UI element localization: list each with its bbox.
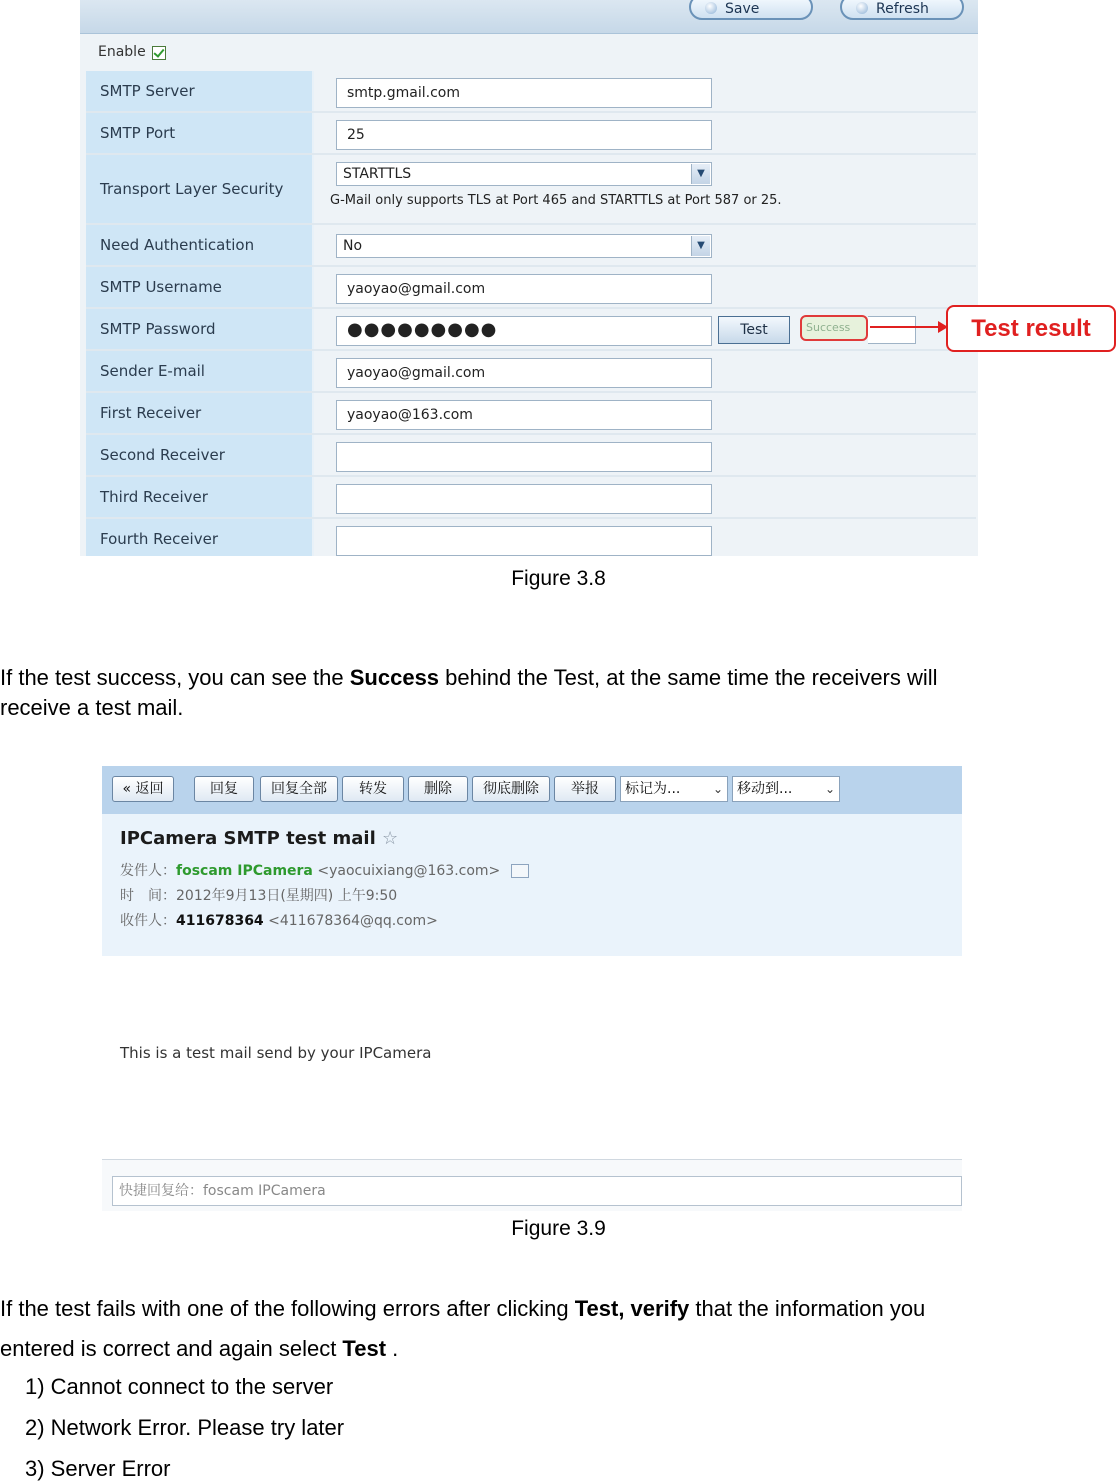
mail-subject: [120, 828, 398, 849]
settings-toolbar: [80, 0, 978, 34]
error-item-2: 2) Network Error. Please try later: [25, 1415, 345, 1440]
smtp-server-label: SMTP Server: [86, 71, 314, 111]
smtp-server-input[interactable]: smtp.gmail.com: [336, 78, 712, 108]
mail-subject-text: IPCamera SMTP test mail: [120, 828, 376, 849]
mail-to: [120, 910, 438, 930]
smtp-port-label: SMTP Port: [86, 113, 314, 153]
from-name[interactable]: foscam IPCamera: [176, 863, 313, 879]
quick-reply-area: [102, 1159, 962, 1211]
mail-body: This is a test mail send by your IPCamera: [120, 1044, 432, 1062]
para1-text-after: behind the Test, at the same time the receivers will: [439, 665, 938, 690]
contact-card-icon[interactable]: [511, 864, 529, 878]
delete-button[interactable]: 删除: [408, 776, 468, 802]
smtp-port-input[interactable]: 25: [336, 120, 712, 150]
third-receiver-label: Third Receiver: [86, 477, 314, 517]
chevron-down-icon: ⌄: [824, 782, 835, 796]
chevron-down-icon: ▼: [691, 164, 710, 184]
error-item-1: 1) Cannot connect to the server: [25, 1374, 334, 1399]
enable-label: Enable: [98, 44, 146, 60]
second-receiver-input[interactable]: [336, 442, 712, 472]
reply-all-button[interactable]: 回复全部: [260, 776, 338, 802]
to-name[interactable]: 411678364: [176, 913, 264, 929]
smtp-settings-screenshot: [80, 0, 978, 556]
chevron-down-icon: ⌄: [712, 782, 723, 796]
from-address: <yaocuixiang@163.com>: [317, 863, 501, 879]
mail-toolbar: [102, 766, 962, 814]
figure-3-8-caption: Figure 3.8: [511, 567, 606, 590]
refresh-button[interactable]: [840, 0, 964, 20]
para2-line2: entered is correct and again select: [0, 1336, 343, 1361]
enable-row: [80, 34, 978, 70]
tls-select[interactable]: [336, 162, 712, 186]
para1-bold: Success: [349, 665, 440, 690]
to-address: <411678364@qq.com>: [268, 913, 438, 929]
row-smtp-username: [86, 267, 976, 309]
need-auth-value: No: [343, 238, 363, 254]
row-smtp-port: [86, 113, 976, 155]
delete-permanently-button[interactable]: 彻底删除: [472, 776, 550, 802]
tls-note: G-Mail only supports TLS at Port 465 and STARTTLS at Port 587 or 25.: [330, 193, 782, 208]
test-result-success: Success: [800, 315, 868, 341]
para2-line2-after: .: [386, 1336, 399, 1361]
row-sender-email: [86, 351, 976, 393]
need-auth-select[interactable]: [336, 234, 712, 258]
reply-button[interactable]: 回复: [194, 776, 254, 802]
para1-text: If the test success, you can see the: [0, 665, 350, 690]
to-label: 收件人：: [120, 913, 176, 929]
mail-from: [120, 860, 529, 880]
save-button[interactable]: [689, 0, 813, 20]
first-receiver-label: First Receiver: [86, 393, 314, 433]
mark-as-label: 标记为...: [625, 781, 681, 797]
quick-reply-input[interactable]: 快捷回复给：foscam IPCamera: [112, 1176, 962, 1206]
test-result-field: [868, 316, 916, 344]
row-tls: [86, 155, 976, 225]
smtp-password-input[interactable]: ●●●●●●●●●: [336, 316, 712, 346]
time-label: 时 间：: [120, 888, 176, 904]
success-paragraph: [0, 663, 938, 723]
row-need-auth: [86, 225, 976, 267]
smtp-form: [86, 71, 976, 556]
chevron-down-icon: ▼: [691, 236, 710, 256]
row-second-receiver: [86, 435, 976, 477]
tls-label: Transport Layer Security: [86, 155, 314, 223]
row-smtp-server: [86, 71, 976, 113]
mark-as-dropdown[interactable]: [620, 776, 728, 802]
row-smtp-password: [86, 309, 976, 351]
forward-button[interactable]: 转发: [342, 776, 404, 802]
mail-header: [102, 814, 962, 956]
sender-email-input[interactable]: yaoyao@gmail.com: [336, 358, 712, 388]
refresh-icon: [856, 2, 868, 14]
row-fourth-receiver: [86, 519, 976, 556]
enable-checkbox[interactable]: [152, 46, 166, 60]
time-value: 2012年9月13日(星期四) 上午9:50: [176, 888, 398, 904]
para1-line2: receive a test mail.: [0, 695, 184, 720]
figure-3-9-caption: Figure 3.9: [511, 1217, 606, 1240]
move-to-dropdown[interactable]: [732, 776, 840, 802]
report-button[interactable]: 举报: [554, 776, 616, 802]
first-receiver-input[interactable]: yaoyao@163.com: [336, 400, 712, 430]
sender-email-label: Sender E-mail: [86, 351, 314, 391]
star-icon[interactable]: ☆: [382, 828, 399, 849]
row-first-receiver: [86, 393, 976, 435]
row-third-receiver: [86, 477, 976, 519]
third-receiver-input[interactable]: [336, 484, 712, 514]
back-button[interactable]: « 返回: [112, 776, 174, 802]
second-receiver-label: Second Receiver: [86, 435, 314, 475]
test-result-callout: Test result: [946, 305, 1116, 352]
smtp-username-input[interactable]: yaoyao@gmail.com: [336, 274, 712, 304]
fourth-receiver-label: Fourth Receiver: [86, 519, 314, 556]
save-icon: [705, 2, 717, 14]
need-auth-label: Need Authentication: [86, 225, 314, 265]
from-label: 发件人：: [120, 863, 176, 879]
fourth-receiver-input[interactable]: [336, 526, 712, 556]
para2-bold1: Test, verify: [574, 1296, 690, 1321]
smtp-password-label: SMTP Password: [86, 309, 314, 349]
smtp-username-label: SMTP Username: [86, 267, 314, 307]
refresh-label: Refresh: [876, 1, 929, 17]
annotation-arrow-line: [870, 326, 942, 328]
para2-text: If the test fails with one of the following errors after clicking: [0, 1296, 575, 1321]
test-mail-screenshot: [102, 766, 962, 1211]
save-label: Save: [725, 1, 760, 17]
test-button[interactable]: Test: [718, 316, 790, 344]
failure-paragraph: [0, 1289, 925, 1369]
para2-text-after: that the information you: [689, 1296, 926, 1321]
para2-bold2: Test: [342, 1336, 387, 1361]
mail-time: [120, 885, 397, 905]
move-to-label: 移动到...: [737, 781, 793, 797]
error-item-3: 3) Server Error: [25, 1456, 171, 1481]
tls-select-value: STARTTLS: [343, 166, 412, 182]
